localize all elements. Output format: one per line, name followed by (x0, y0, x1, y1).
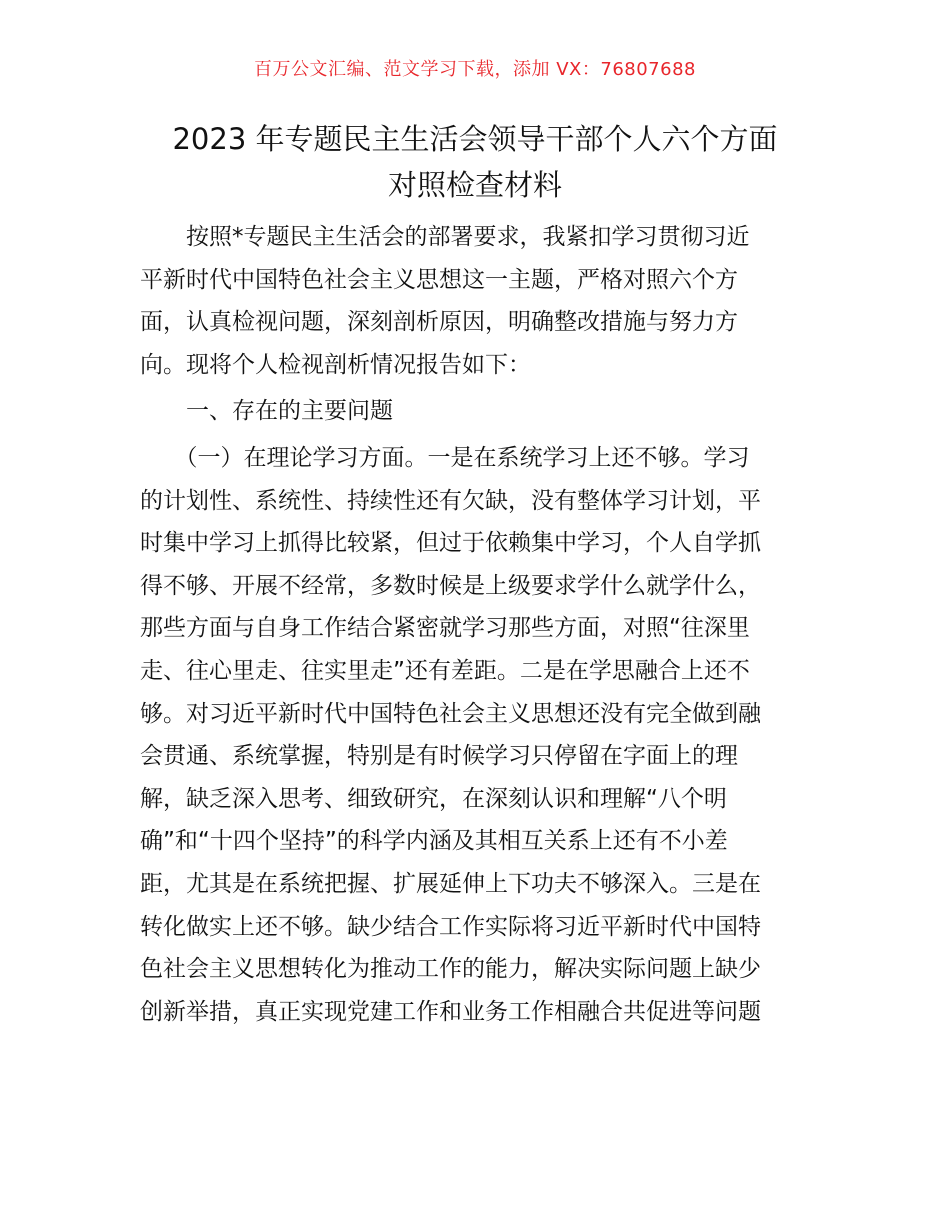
text-line: 色社会主义思想转化为推动工作的能力，解决实际问题上缺少 (140, 956, 761, 983)
text-line: 够。对习近平新时代中国特色社会主义思想还没有完全做到融 (140, 700, 761, 727)
section-heading: 一、存在的主要问题 (140, 398, 393, 425)
text-line: 会贯通、系统掌握，特别是有时候学习只停留在字面上的理 (140, 743, 738, 770)
text-line: 向。现将个人检视剖析情况报告如下： (140, 351, 531, 378)
text-line: 解，缺乏深入思考、细致研究，在深刻认识和理解“八个明 (140, 785, 727, 812)
document-body (140, 216, 810, 1033)
text-line: 创新举措，真正实现党建工作和业务工作相融合共促进等问题 (140, 998, 761, 1025)
text-line: 面，认真检视问题，深刻剖析原因，明确整改措施与努力方 (140, 309, 738, 336)
body-paragraph (140, 437, 810, 1033)
text-line: 的计划性、系统性、持续性还有欠缺，没有整体学习计划，平 (140, 487, 761, 514)
text-line: 按照*专题民主生活会的部署要求，我紧扣学习贯彻习近 (140, 224, 750, 250)
text-line: 时集中学习上抓得比较紧，但过于依赖集中学习，个人自学抓 (140, 530, 761, 557)
text-line: 平新时代中国特色社会主义思想这一主题，严格对照六个方 (140, 266, 738, 293)
text-line: 距，尤其是在系统把握、扩展延伸上下功夫不够深入。三是在 (140, 870, 761, 897)
text-line: 得不够、开展不经常，多数时候是上级要求学什么就学什么， (140, 572, 761, 599)
text-line: 确”和“十四个坚持”的科学内涵及其相互关系上还有不小差 (140, 828, 728, 855)
title-line-2: 对照检查材料 (387, 168, 562, 202)
text-line: 走、往心里走、往实里走”还有差距。二是在学思融合上还不 (140, 657, 750, 684)
text-line: 转化做实上还不够。缺少结合工作实际将习近平新时代中国特 (140, 913, 761, 940)
title-line-1: 2023 年专题民主生活会领导干部个人六个方面 (172, 122, 778, 156)
text-line: 那些方面与自身工作结合紧密就学习那些方面，对照“往深里 (140, 615, 750, 642)
document-title (0, 116, 950, 208)
text-line: （一）在理论学习方面。一是在系统学习上还不够。学习 (140, 444, 750, 471)
watermark-text: 百万公文汇编、范文学习下载，添加 VX：76807688 (254, 59, 696, 80)
intro-paragraph (140, 216, 810, 386)
